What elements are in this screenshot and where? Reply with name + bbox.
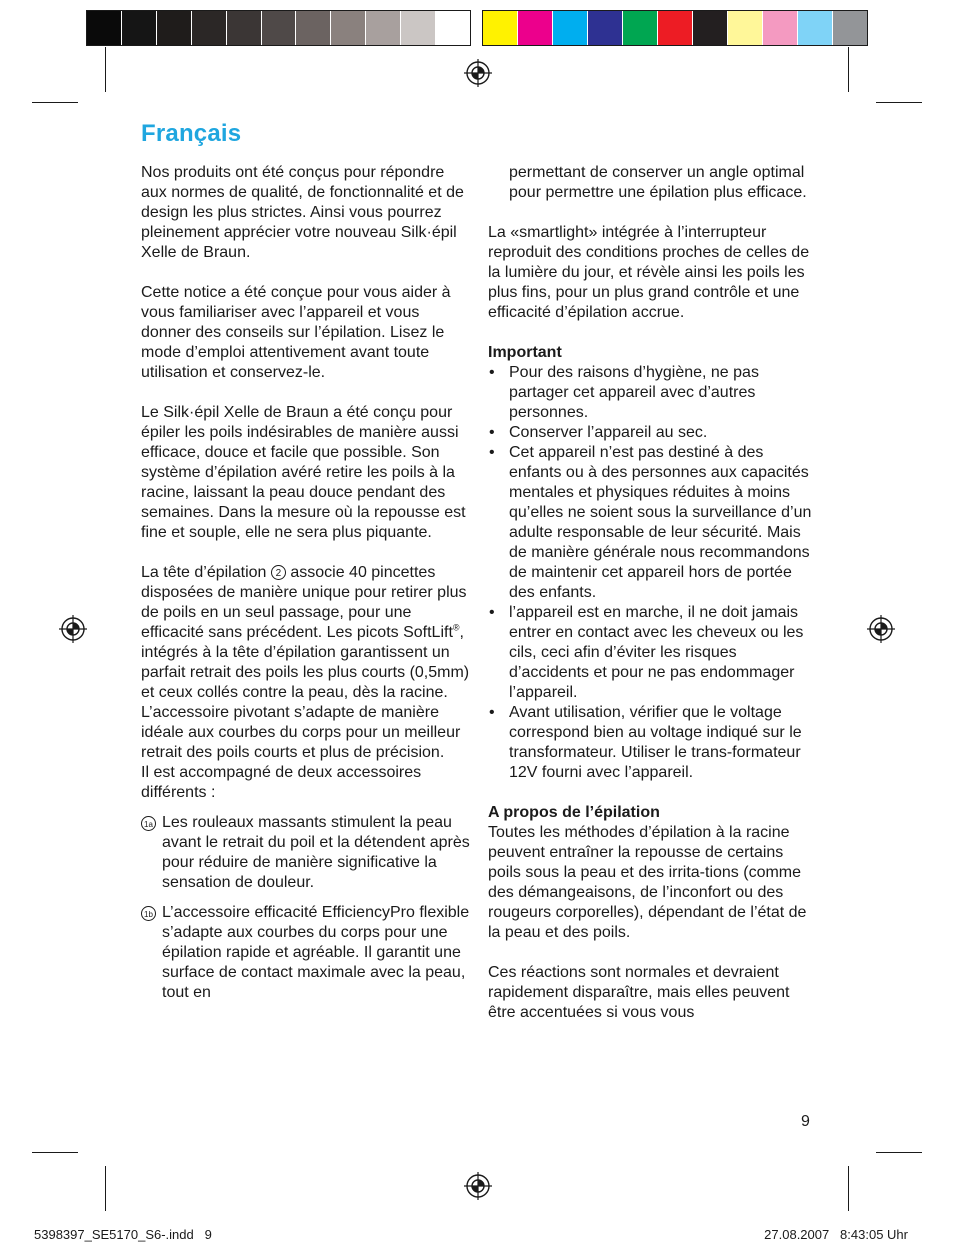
text-fragment: , intégrés à la tête d’épilation garantissent un parfait retrait des poils les plus courts (0,5mm) et ceux collés contre la peau, dès la racine. <box>141 624 470 701</box>
right-column <box>488 163 820 1023</box>
bullet-icon: • <box>489 424 495 441</box>
crop-mark <box>876 102 922 103</box>
color-swatch <box>157 11 192 45</box>
continued-paragraph: permettant de conserver un angle optimal pour permettre une épilation plus efficace. <box>509 164 807 201</box>
text-fragment: La tête d’épilation <box>141 564 267 581</box>
process-color-bar <box>482 10 868 46</box>
crop-mark <box>848 47 849 92</box>
accessories-intro: Il est accompagné de deux accessoires différents : <box>141 764 422 801</box>
smartlight-paragraph: La «smartlight» intégrée à l’interrupteur reproduit des conditions proches de celles de la lumière du jour, et révèle ainsi les poils les plus fins, pour un plus grand contrôle et une efficacité d’épilation accrue. <box>488 224 810 321</box>
accessory-text: Les rouleaux massants stimulent la peau avant le retrait du poil et la détendent après pour réduire de manière significative la sensation de douleur. <box>162 814 470 891</box>
about-paragraph: Toutes les méthodes d’épilation à la racine peuvent entraîner la repousse de certains poils sous la peau et des irrita-tions (comme des démangeaisons, de l’inconfort ou des rougeurs corporelles), dépendant de l’état de la peau et des poils. <box>488 824 807 941</box>
color-swatch <box>518 11 553 45</box>
color-swatch <box>227 11 262 45</box>
text-fragment: associe 40 pincettes disposées de manière unique pour retirer plus de poils en un seul passage, pour une efficacité sans précédent. Les picots SoftLift <box>141 564 467 641</box>
accessory-item <box>141 903 471 1003</box>
crop-mark <box>105 1166 106 1211</box>
footer-file-info: 5398397_SE5170_S6-.indd 9 <box>34 1227 212 1242</box>
list-item <box>488 603 820 703</box>
list-item <box>488 363 820 423</box>
list-item-text: Avant utilisation, vérifier que le voltage correspond bien au voltage indiqué sur le transformateur. Utiliser le trans-formateur 12V fourni avec l’appareil. <box>509 704 802 781</box>
important-heading: Important <box>488 344 562 361</box>
color-swatch <box>798 11 833 45</box>
crop-mark <box>876 1152 922 1153</box>
color-swatch <box>192 11 227 45</box>
list-item <box>488 703 820 783</box>
color-swatch <box>658 11 693 45</box>
product-paragraph: Le Silk·épil Xelle de Braun a été conçu pour épiler les poils indésirables de manière aussi efficace, douce et facile que possible. Son système d’épilation avéré retire les poils à la racine, laissant la peau douce pendant des semaines. Dans la mesure où la repousse est fine et souple, elle ne sera plus piquante. <box>141 404 466 541</box>
color-swatch <box>366 11 401 45</box>
bullet-icon: • <box>489 704 495 721</box>
list-item-text: l’appareil est en marche, il ne doit jamais entrer en contact avec les cheveux ou les cils, ceci afin d’éviter les risques d’accidents et pour ne pas endommager l’appareil. <box>509 604 804 701</box>
bullet-icon: • <box>489 444 495 461</box>
registration-mark-icon <box>58 614 88 644</box>
color-swatch <box>262 11 297 45</box>
accessory-text: L’accessoire efficacité EfficiencyPro flexible s’adapte aux courbes du corps pour une épilation rapide et agréable. Il garantit une surface de contact maximale avec la peau, tout en <box>162 904 470 1001</box>
crop-mark <box>32 102 78 103</box>
color-swatch <box>553 11 588 45</box>
manual-paragraph: Cette notice a été conçue pour vous aider à vous familiariser avec l’appareil et vous donner des conseils sur l’épilation. Lisez le mode d’emploi attentivement avant toute utilisation et conservez-le. <box>141 284 451 381</box>
crop-mark <box>848 1166 849 1211</box>
color-swatch <box>122 11 157 45</box>
registration-mark-icon <box>866 614 896 644</box>
bullet-icon: • <box>489 364 495 381</box>
color-swatch <box>483 11 518 45</box>
crop-mark <box>105 47 106 92</box>
registration-mark-icon <box>463 58 493 88</box>
footer-timestamp: 27.08.2007 8:43:05 Uhr <box>764 1227 908 1242</box>
bullet-icon: • <box>489 604 495 621</box>
reactions-paragraph: Ces réactions sont normales et devraient rapidement disparaître, mais elles peuvent être accentuées si vous vous <box>488 964 790 1021</box>
page-title: Français <box>141 120 242 147</box>
color-swatch <box>623 11 658 45</box>
list-item-text: Cet appareil n’est pas destiné à des enfants ou à des personnes aux capacités mentales et physiques réduites à moins qu’elles ne soient sous la surveillance d’un adulte responsable de leur sécurité. Mais de manière générale nous recommandons de maintenir cet appareil hors de portée des enfants. <box>509 444 812 601</box>
about-heading: A propos de l’épilation <box>488 804 660 821</box>
color-swatch <box>296 11 331 45</box>
ref-number-icon: 1b <box>141 906 156 921</box>
left-column <box>141 163 471 1003</box>
list-item-text: Conserver l’appareil au sec. <box>509 424 708 441</box>
important-list <box>488 363 820 783</box>
registered-mark: ® <box>452 622 460 633</box>
ref-number-icon: 1a <box>141 816 156 831</box>
ref-number-icon: 2 <box>271 565 286 580</box>
registration-mark-icon <box>463 1171 493 1201</box>
color-swatch <box>401 11 436 45</box>
color-swatch <box>588 11 623 45</box>
color-swatch <box>693 11 728 45</box>
list-item-text: Pour des raisons d’hygiène, ne pas partager cet appareil avec d’autres personnes. <box>509 364 759 421</box>
epilation-head-paragraph <box>141 563 471 703</box>
page-number: 9 <box>801 1113 810 1130</box>
color-swatch <box>331 11 366 45</box>
intro-paragraph: Nos produits ont été conçus pour répondre aux normes de qualité, de fonctionnalité et de design les plus strictes. Ainsi vous pourrez pleinement apprécier votre nouveau Silk·épil Xelle de Braun. <box>141 164 464 261</box>
list-item <box>488 443 820 603</box>
grayscale-color-bar <box>86 10 471 46</box>
color-swatch <box>436 11 470 45</box>
crop-mark <box>32 1152 78 1153</box>
color-swatch <box>728 11 763 45</box>
color-swatch <box>87 11 122 45</box>
color-swatch <box>833 11 867 45</box>
color-swatch <box>763 11 798 45</box>
accessory-item <box>141 813 471 893</box>
pivot-paragraph: L’accessoire pivotant s’adapte de manière idéale aux courbes du corps pour un meilleur retrait des poils courts et plus de précision. <box>141 704 461 761</box>
list-item <box>488 423 820 443</box>
